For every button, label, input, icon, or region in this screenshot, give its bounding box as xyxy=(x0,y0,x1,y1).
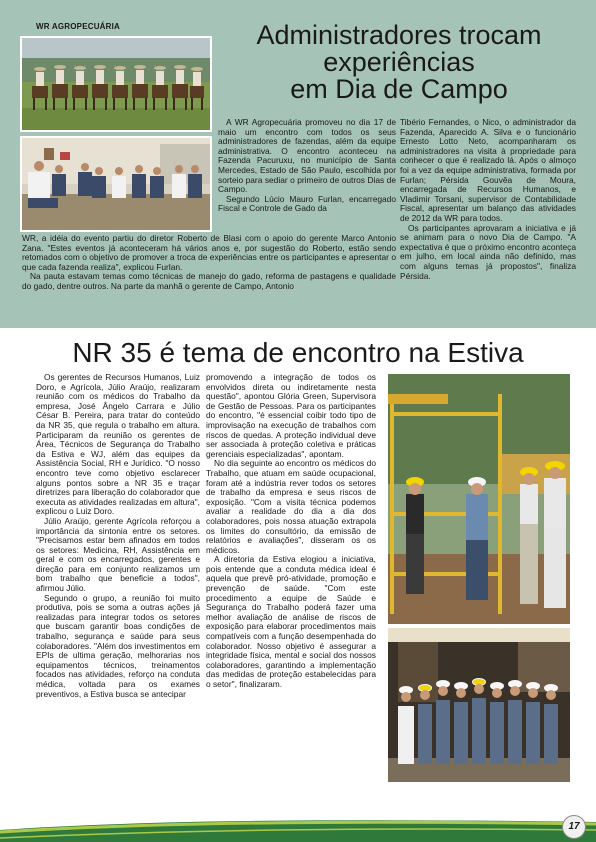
photo-group xyxy=(388,628,570,782)
photo-meeting xyxy=(20,136,212,232)
article2-paragraph: Segundo o grupo, a reunião foi muito produtiva, pois se soma a outras ações já realizadas para integrar todos os setores que buscam garantir boas condições de trabalho, segurança e saúde para seus colaboradores. "Além dos investimentos em EPIs de ultima geração, melhorarias nos equipamentos técnicos, treinamentos focados nas atividades, reforço na conduta médica, voltada para os exames preventivos, a Estiva busca se antecipar xyxy=(36,592,200,699)
article1-column-left xyxy=(218,118,396,214)
photo-horse-riders xyxy=(20,36,212,132)
article1-title-line-2: experiências xyxy=(323,47,475,77)
article1-paragraph: Segundo Lúcio Mauro Furlan, encarregado Fiscal e Controle de Gado da xyxy=(218,193,396,214)
article1-paragraph: Os participantes aprovaram a iniciativa e já se animam para o novo Dia de Campo. "A expectativa é que o próximo encontro aconteça em julho, em local ainda não definido, mas com alguns temas já propostos", finaliza Pérsida. xyxy=(400,222,576,281)
group-image xyxy=(388,628,570,782)
article1-paragraph: WR, a idéia do evento partiu do diretor Roberto de Blasi com o apoio do gerente Marco Antonio Zana. "Estes eventos já aconteceram há vários anos e, por sugestão do Roberto, estão sendo retomados com o objetivo de promover a troca de experiências entre os participantes e apresentar o que cada fazenda realiza", explicou Furlan. xyxy=(22,233,396,272)
article1-title-line-3: em Dia de Campo xyxy=(290,74,508,104)
article2-paragraph: Júlio Araújo, gerente Agrícola reforçou a importância da sintonia entre os setores. "Precisamos estar bem afinados em todos os setores: Medicina, RH, Assistência em geral e com os encarregados, gerentes e direção para em conjunto realizamos um bom trabalho que beneficie a todos", afirmou Júlio. xyxy=(36,515,200,594)
meeting-image xyxy=(22,138,210,230)
article2-column-1 xyxy=(36,373,200,699)
footer-swoosh xyxy=(0,808,596,842)
article2-column-2 xyxy=(206,373,376,690)
article2-title: NR 35 é tema de encontro na Estiva xyxy=(72,337,524,368)
article1-title xyxy=(214,22,584,103)
article2-paragraph: Os gerentes de Recursos Humanos, Luiz Doro, e Agrícola, Júlio Araújo, realizaram reunião com os médicos do Trabalho da empresa, José Ângelo Carrara e Júlio César B. Pereira, para tratar do conteúdo da NR 35, que regula o trabalho em altura. Participaram da reunião os gerentes de Área, Técnicos de Segurança do Trabalho da Estiva e WJ, além das equipes da Assistência Social, RH e Jurídico. "O nosso encontro teve como objetivo esclarecer alguns pontos sobre a NR 35 e traçar diretrizes para liberação do colaborador que executa as atividades realizadas em altura", explicou o Luiz Doro. xyxy=(36,372,200,517)
article2-paragraph: promovendo a integração de todos os envolvidos direta ou indiretamente nesta questão", apontou Glória Green, Supervisora de Gestão de Pessoas. Para os participantes do encontro, "é essencial coibir todo tipo de improvisação na execução de trabalhos com riscos de quedas. A proteção individual deve ser associada à proteção coletiva e práticas gerenciais especializadas", apontam. xyxy=(206,372,376,459)
article1-column-right xyxy=(400,118,576,281)
article1-column-full xyxy=(22,234,396,292)
article1-paragraph: A WR Agropecuária promoveu no dia 17 de maio um encontro com todos os seus administradores de fazendas, além da equipe administrativa. O encontro aconteceu na Fazenda Pacuruxu, no município de Santa Mercedes, Estado de São Paulo, escolhida por sorteio para sediar o primeiro de outros Dias de Campo. xyxy=(218,117,396,195)
photo-scaffold-training xyxy=(388,374,570,624)
article1-paragraph: Na pauta estavam temas como técnicas de manejo do gado, reforma de pastagens e qualidade do gado, dentre outros. Na parte da manhã o gerente de Campo, Antonio xyxy=(22,271,396,291)
scaffold-training-image xyxy=(388,374,570,624)
section-tag: WR AGROPECUÁRIA xyxy=(36,22,121,31)
horse-riders-image xyxy=(22,38,210,130)
page-number: 17 xyxy=(562,815,586,839)
article2-paragraph: A diretoria da Estiva elogiou a iniciativa, pois entende que a conduta médica ideal é aquela que prevê pró-atividade, promoção e prevenção de saúde. "Com este procedimento a equipe de Saúde e Segurança do Trabalho poderá fazer uma melhor avaliação de análise de riscos de exposição para elaborar procedimentos mais compatíveis com a função desempenhada do colaborador. Nosso objetivo é assegurar a integridade física, mental e social dos nossos colaboradores, garantindo a implementação das medidas de proteção estabelecidas para o setor", finalizaram. xyxy=(206,554,376,689)
article2-paragraph: No dia seguinte ao encontro os médicos do Trabalho, que atuam em saúde ocupacional, foram até a indústria rever todos os setores de trabalho da empresa e seus riscos de exposição. "Com a visita técnica podemos avaliar a realidade do dia a dia dos colaboradores, pois nossa atuação extrapola os limites do consultório, da emissão de relatórios e avaliações", disseram os os médicos. xyxy=(206,458,376,555)
article1-title-line-1: Administradores trocam xyxy=(256,20,542,50)
article1-paragraph: Tibério Fernandes, o Nico, o administrador da Fazenda, Aparecido A. Silva e o funcionário Ernesto Lotto Neto, acompanharam os administradores na visita à propriedade para conhecer o que é realizado lá. Após o almoço foi a vez da equipe administrativa, formada por Furlan; Pérsida Gouvêa de Moura, encarregada de Recursos Humanos, e Vladimir Torsani, supervisor de Contabilidade Fiscal, apresentar um balanço das atividades de 2012 da WR para todos. xyxy=(400,117,576,223)
